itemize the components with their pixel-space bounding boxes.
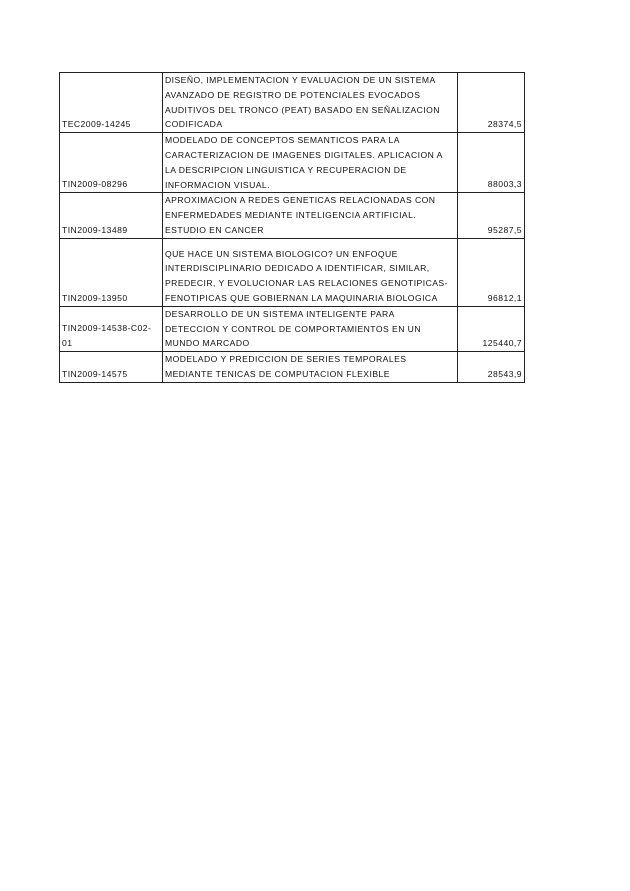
project-title-cell: DISEÑO, IMPLEMENTACION Y EVALUACION DE UN SISTEMA AVANZADO DE REGISTRO DE POTENCIALES EVOCADOS AUDITIVOS DEL TRONCO (PEAT) BASADO EN SEÑALIZACION CODIFICADA [163,73,458,133]
projects-sheet [59,72,525,383]
project-amount-cell: 28374,5 [458,73,525,133]
projects-table [59,72,525,383]
project-code-cell: TIN2009-14538-C02- 01 [60,306,163,351]
table-row [60,133,525,193]
project-code-cell: TIN2009-08296 [60,133,163,193]
project-amount-cell: 28543,9 [458,352,525,383]
table-row [60,193,525,238]
project-title-cell: APROXIMACION A REDES GENETICAS RELACIONADAS CON ENFERMEDADES MEDIANTE INTELIGENCIA ARTIFICIAL. ESTUDIO EN CANCER [163,193,458,238]
project-code-cell: TIN2009-14575 [60,352,163,383]
project-title-cell: QUE HACE UN SISTEMA BIOLOGICO? UN ENFOQUE INTERDISCIPLINARIO DEDICADO A IDENTIFICAR, SIMILAR, PREDECIR, Y EVOLUCIONAR LAS RELACIONES GENOTIPICAS- FENOTIPICAS QUE GOBIERNAN LA MAQUINARIA BIOLOGICA [163,238,458,306]
project-code-cell: TEC2009-14245 [60,73,163,133]
table-row [60,306,525,351]
project-amount-cell: 96812,1 [458,238,525,306]
project-amount-cell: 125440,7 [458,306,525,351]
project-amount-cell: 88003,3 [458,133,525,193]
project-title-cell: MODELADO DE CONCEPTOS SEMANTICOS PARA LA CARACTERIZACION DE IMAGENES DIGITALES. APLICACION A LA DESCRIPCION LINGUISTICA Y RECUPERACION DE INFORMACION VISUAL. [163,133,458,193]
project-amount-cell: 95287,5 [458,193,525,238]
table-row [60,352,525,383]
table-row [60,73,525,133]
project-code-cell: TIN2009-13489 [60,193,163,238]
project-code-cell: TIN2009-13950 [60,238,163,306]
table-row [60,238,525,306]
project-title-cell: DESARROLLO DE UN SISTEMA INTELIGENTE PARA DETECCION Y CONTROL DE COMPORTAMIENTOS EN UN MUNDO MARCADO [163,306,458,351]
project-title-cell: MODELADO Y PREDICCION DE SERIES TEMPORALES MEDIANTE TENICAS DE COMPUTACION FLEXIBLE [163,352,458,383]
